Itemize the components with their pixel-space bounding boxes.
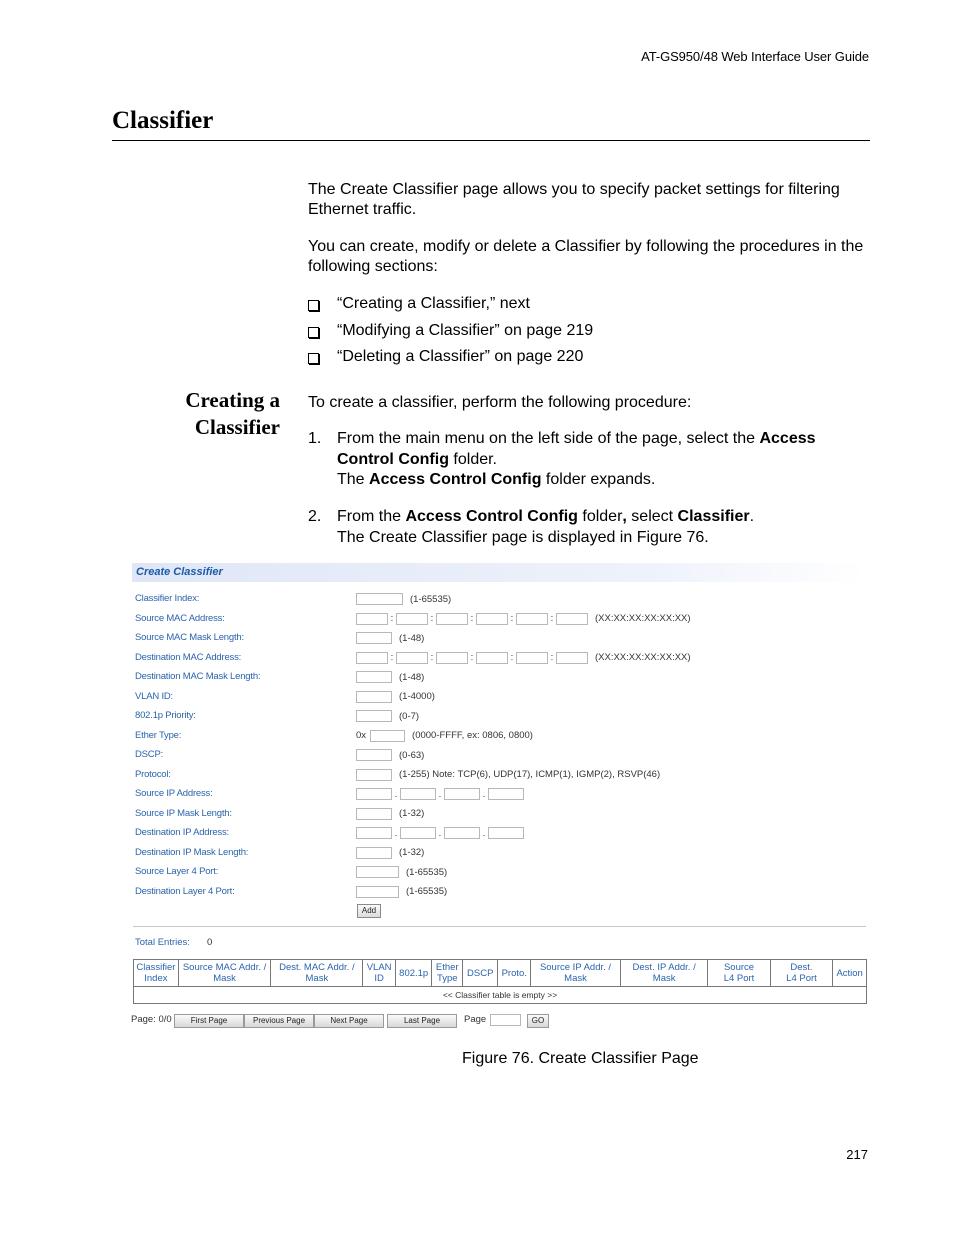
field-label: Classifier Index: — [135, 593, 200, 604]
dest-ip-input[interactable] — [444, 827, 480, 839]
source-ip-input[interactable] — [356, 788, 392, 800]
priority-input[interactable] — [356, 710, 392, 722]
separator: : — [470, 613, 474, 624]
field-hint: (1-65535) — [406, 866, 448, 878]
column-header-line: Mask — [305, 973, 329, 984]
form-row-source-ip-mask — [135, 806, 865, 822]
hex-prefix: 0x — [356, 730, 367, 741]
dest-ip-input[interactable] — [400, 827, 436, 839]
intro-paragraph-1: The Create Classifier page allows you to specify packet settings for filtering Ethernet traffic. — [308, 181, 840, 218]
column-header — [395, 960, 432, 987]
column-header-line: Mask — [564, 973, 587, 984]
column-header-line: Classifier — [136, 962, 176, 973]
column-header-line: Mask — [213, 973, 236, 984]
step-text: select — [626, 508, 678, 525]
step-bold-text: , — [622, 508, 627, 525]
form-row-source-l4-port — [135, 864, 865, 880]
field-control — [356, 669, 424, 685]
column-header — [363, 960, 396, 987]
field-control — [356, 845, 424, 861]
form-row-dest-l4-port — [135, 884, 865, 900]
source-mac-input[interactable] — [516, 613, 548, 625]
column-header — [178, 960, 271, 987]
column-header-line: Action — [836, 967, 863, 979]
field-hint: (0-7) — [399, 710, 420, 722]
field-label: Source MAC Mask Length: — [135, 632, 244, 643]
next-page-button[interactable]: Next Page — [314, 1014, 384, 1028]
dest-l4-port-input[interactable] — [356, 886, 399, 898]
separator: : — [550, 652, 554, 663]
dest-mac-input[interactable] — [356, 652, 388, 664]
column-header-line: Dest. — [790, 962, 813, 973]
protocol-input[interactable] — [356, 769, 392, 781]
field-control — [356, 806, 424, 822]
column-header-line: Proto. — [501, 967, 527, 979]
form-row-priority — [135, 708, 865, 724]
last-page-button[interactable]: Last Page — [387, 1014, 457, 1028]
divider — [133, 926, 866, 927]
page-number: 217 — [846, 1147, 868, 1162]
field-control — [356, 767, 660, 783]
field-label: VLAN ID: — [135, 690, 173, 702]
subsection-heading-line: Creating a — [185, 388, 280, 412]
field-control — [356, 747, 424, 763]
field-label: Source IP Mask Length: — [135, 807, 232, 819]
form-row-dest-ip — [135, 825, 865, 841]
form-row-dest-mac-mask — [135, 669, 865, 685]
field-hint: (1-32) — [399, 808, 425, 819]
column-header-line: VLAN — [366, 962, 392, 973]
section-title: Classifier — [112, 107, 214, 134]
page-label: Page — [464, 1014, 487, 1025]
field-hint: (1-65535) — [410, 593, 452, 605]
separator: . — [482, 788, 486, 800]
empty-table-message: << Classifier table is empty >> — [134, 987, 867, 1004]
ether-type-input[interactable] — [370, 730, 405, 742]
column-header-line: Dest. IP Addr. / — [632, 962, 696, 973]
cross-reference-link[interactable]: “Modifying a Classifier” on page 219 — [337, 321, 594, 339]
form-row-ether-type — [135, 728, 865, 744]
source-mac-input[interactable] — [556, 613, 588, 625]
page-number-input[interactable] — [490, 1014, 521, 1026]
step-number: 2. — [308, 508, 322, 525]
dest-mac-input[interactable] — [556, 652, 588, 664]
field-hint: (1-48) — [399, 632, 425, 644]
form-row-source-mac-mask — [135, 630, 865, 646]
field-control — [356, 728, 533, 744]
step-text: folder. — [448, 450, 497, 468]
separator: : — [430, 613, 434, 624]
column-header — [498, 960, 531, 987]
field-label: Destination MAC Mask Length: — [135, 671, 261, 682]
add-button[interactable]: Add — [357, 904, 381, 918]
separator: . — [394, 788, 398, 800]
field-hint: (1-48) — [399, 671, 425, 683]
form-row-dest-ip-mask — [135, 845, 865, 861]
field-label: Source IP Address: — [135, 788, 213, 799]
source-ip-mask-input[interactable] — [356, 808, 392, 820]
separator: . — [394, 827, 398, 839]
column-header — [770, 960, 833, 987]
column-header — [531, 960, 621, 987]
field-label: Destination Layer 4 Port: — [135, 885, 235, 897]
column-header — [708, 960, 770, 987]
field-control — [356, 708, 419, 724]
field-hint: (1-255) Note: TCP(6), UDP(17), ICMP(1), IGMP(2), RSVP(46) — [399, 769, 661, 780]
field-hint: (1-65535) — [406, 886, 448, 897]
step-text: . — [749, 508, 755, 525]
field-control — [356, 591, 451, 607]
form-row-protocol — [135, 767, 865, 783]
form-row-dscp — [135, 747, 865, 763]
column-header-line: Type — [436, 973, 458, 984]
dest-mac-input[interactable] — [476, 652, 508, 664]
field-label: Source MAC Address: — [135, 612, 225, 624]
column-header-line: ID — [374, 973, 384, 984]
source-mac-input[interactable] — [436, 613, 468, 625]
field-control — [356, 630, 424, 646]
checkbox-bullet-icon — [308, 327, 319, 338]
cross-reference-link[interactable]: “Creating a Classifier,” next — [337, 295, 530, 312]
section-list — [308, 294, 593, 374]
panel-title: Create Classifier — [136, 566, 223, 578]
column-header-line: Index — [144, 973, 168, 984]
column-header — [271, 960, 363, 987]
dest-mac-input[interactable] — [436, 652, 468, 664]
checkbox-bullet-icon — [308, 300, 319, 311]
total-entries-value: 0 — [207, 937, 213, 948]
previous-page-button[interactable]: Previous Page — [244, 1014, 314, 1028]
field-control — [356, 884, 447, 900]
dscp-input[interactable] — [356, 749, 392, 761]
field-label: Destination IP Mask Length: — [135, 846, 249, 858]
first-page-button[interactable]: First Page — [174, 1014, 244, 1028]
step-number: 1. — [308, 430, 322, 447]
list-item — [308, 294, 593, 321]
dest-mac-input[interactable] — [396, 652, 428, 664]
list-item — [308, 347, 593, 374]
field-label: Destination MAC Address: — [135, 651, 242, 663]
pagination — [130, 1014, 870, 1028]
checkbox-bullet-icon — [308, 353, 319, 364]
source-mac-input[interactable] — [396, 613, 428, 625]
subsection-heading-line: Classifier — [194, 415, 280, 439]
dest-ip-input[interactable] — [356, 827, 392, 839]
column-header-line: L4 Port — [723, 973, 755, 984]
column-header — [833, 960, 867, 987]
field-control — [356, 825, 524, 841]
field-label: Destination IP Address: — [135, 827, 229, 838]
classifier-index-input[interactable] — [356, 593, 403, 605]
field-hint: (XX:XX:XX:XX:XX:XX) — [595, 652, 691, 663]
column-header-line: DSCP — [467, 967, 494, 979]
form-row-source-mac — [135, 611, 865, 627]
separator: . — [438, 788, 442, 800]
step-text: From the — [337, 508, 406, 525]
separator: : — [390, 652, 394, 663]
create-classifier-screenshot — [130, 560, 870, 1030]
field-control — [356, 864, 447, 880]
column-header-line: Source MAC Addr. / — [182, 962, 267, 973]
separator: : — [510, 613, 514, 624]
field-control — [356, 689, 435, 705]
field-hint: (1-4000) — [399, 691, 435, 702]
running-header: AT-GS950/48 Web Interface User Guide — [641, 49, 869, 64]
source-mac-input[interactable] — [476, 613, 508, 625]
step-text: folder expands. — [541, 471, 656, 488]
field-hint: (1-32) — [399, 847, 425, 858]
procedure-intro: To create a classifier, perform the following procedure: — [308, 394, 692, 411]
subsection-heading — [185, 387, 280, 441]
form-row-classifier-index — [135, 591, 865, 607]
total-entries — [135, 937, 213, 948]
field-label: DSCP: — [135, 749, 164, 760]
figure-caption: Figure 76. Create Classifier Page — [462, 1050, 699, 1067]
field-label: Protocol: — [135, 768, 171, 780]
form-row-source-ip — [135, 786, 865, 802]
field-hint: (XX:XX:XX:XX:XX:XX) — [595, 613, 691, 624]
dest-ip-mask-input[interactable] — [356, 847, 392, 859]
column-header-line: Dest. MAC Addr. / — [279, 962, 355, 973]
column-header — [134, 960, 179, 987]
step-bold-text: Access Control Config — [369, 471, 542, 488]
separator: : — [470, 652, 474, 663]
field-label: 802.1p Priority: — [135, 710, 196, 721]
dest-mac-input[interactable] — [516, 652, 548, 664]
source-ip-input[interactable] — [400, 788, 436, 800]
step-bold-text: Classifier — [677, 508, 750, 525]
separator: . — [482, 827, 486, 839]
step-bold-text: Access Control Config — [337, 430, 816, 468]
step-text: folder — [577, 508, 623, 525]
source-mac-input[interactable] — [356, 613, 388, 625]
column-header-line: Source IP Addr. / — [539, 962, 612, 973]
source-l4-port-input[interactable] — [356, 866, 399, 878]
list-item — [308, 321, 593, 348]
cross-reference-link[interactable]: “Deleting a Classifier” on page 220 — [337, 348, 584, 365]
field-label: Source Layer 4 Port: — [135, 866, 219, 877]
column-header — [432, 960, 463, 987]
field-hint: (0-63) — [399, 749, 425, 761]
field-control — [356, 650, 691, 666]
page-info: Page: 0/0 — [131, 1014, 172, 1025]
step-text: The Create Classifier page is displayed in Figure 76. — [337, 528, 709, 546]
table-header-row — [134, 960, 867, 987]
intro-paragraph-2: You can create, modify or delete a Classifier by following the procedures in the following sections: — [308, 238, 864, 275]
panel-header — [132, 563, 867, 582]
dest-ip-input[interactable] — [488, 827, 524, 839]
column-header-line: Ether — [435, 962, 459, 973]
column-header-line: Source — [723, 962, 755, 973]
separator: : — [510, 652, 514, 663]
title-rule — [112, 140, 870, 141]
separator: : — [430, 652, 434, 663]
field-control — [356, 611, 691, 627]
dest-mac-mask-input[interactable] — [356, 671, 392, 683]
vlan-id-input[interactable] — [356, 691, 392, 703]
separator: : — [390, 613, 394, 624]
source-ip-input[interactable] — [444, 788, 480, 800]
column-header-line: L4 Port — [786, 973, 817, 984]
column-header-line: 802.1p — [399, 967, 429, 979]
step-text: The — [337, 471, 370, 488]
separator: : — [550, 613, 554, 624]
source-mac-mask-input[interactable] — [356, 632, 392, 644]
go-button[interactable]: GO — [527, 1014, 549, 1028]
table-row — [134, 987, 867, 1004]
column-header-line: Mask — [652, 973, 676, 984]
form-row-vlan-id — [135, 689, 865, 705]
form-row-dest-mac — [135, 650, 865, 666]
column-header — [463, 960, 498, 987]
classifier-table — [133, 959, 867, 1004]
step-text: From the main menu on the left side of the page, select the — [337, 430, 760, 447]
field-hint: (0000-FFFF, ex: 0806, 0800) — [412, 730, 533, 741]
step-bold-text: Access Control Config — [405, 508, 578, 525]
column-header — [620, 960, 707, 987]
field-label: Ether Type: — [135, 729, 182, 741]
field-control — [356, 786, 524, 802]
separator: . — [438, 827, 442, 839]
total-entries-label: Total Entries: — [135, 937, 190, 948]
source-ip-input[interactable] — [488, 788, 524, 800]
